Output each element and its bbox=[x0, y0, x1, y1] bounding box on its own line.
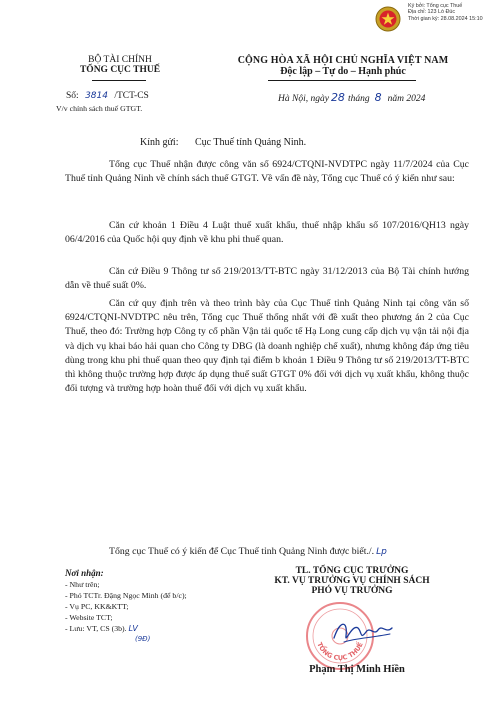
signature-title-3: PHÓ VỤ TRƯỞNG bbox=[311, 586, 393, 596]
national-motto: Độc lập – Tự do – Hạnh phúc bbox=[280, 66, 406, 77]
signature-address: Địa chỉ: 123 Lò Đúc bbox=[408, 9, 456, 16]
body-paragraph-5 bbox=[65, 545, 469, 559]
recipient-item-text: - Lưu: VT, CS (3b). bbox=[65, 624, 127, 633]
recipients-list bbox=[65, 579, 225, 634]
archive-count: (9Đ) bbox=[135, 635, 151, 643]
motto-underline bbox=[268, 80, 416, 81]
ministry-name: BỘ TÀI CHÍNH bbox=[88, 55, 152, 65]
body-paragraph-1: Tổng cục Thuế nhận được công văn số 6924/CTQNI-NVDTPC ngày 11/7/2024 của Cục Thuế tỉnh Quảng Ninh về chính sách thuế GTGT. Về vấn đề này, Tổng cục Thuế có ý kiến như sau: bbox=[65, 159, 469, 185]
body-paragraph-2: Căn cứ khoản 1 Điều 4 Luật thuế xuất khẩu, thuế nhập khẩu số 107/2016/QH13 ngày 06/4/2016 của Quốc hội quy định về khu phi thuế quan. bbox=[65, 220, 469, 246]
signature-signer: Ký bởi: Tổng cục Thuế bbox=[408, 3, 463, 9]
national-emblem-icon bbox=[375, 6, 401, 32]
closing-initials: Lp bbox=[376, 547, 387, 557]
recipient-item: - Vụ PC, KK&KTT; bbox=[65, 602, 129, 611]
signature-time: Thời gian ký: 28.08.2024 15:10 bbox=[408, 15, 483, 22]
body-paragraph-3: Căn cứ Điều 9 Thông tư số 219/2013/TT-BTC ngày 31/12/2013 của Bộ Tài chính hướng dẫn về thuế suất 0%. bbox=[65, 266, 469, 292]
recipients-title: Nơi nhận: bbox=[65, 568, 104, 578]
closing-sentence: Tổng cục Thuế có ý kiến để Cục Thuế tỉnh Quảng Ninh được biết./. bbox=[109, 546, 375, 557]
number-label: Số: bbox=[66, 91, 79, 101]
date-month: 8 bbox=[374, 91, 382, 104]
recipients-block bbox=[65, 568, 225, 645]
digital-signature-info bbox=[408, 3, 483, 22]
recipient-item: - Phó TCTr. Đặng Ngọc Minh (để b/c); bbox=[65, 591, 187, 600]
recipient-item: - Website TCT; bbox=[65, 613, 113, 622]
document-number bbox=[66, 91, 149, 101]
issue-date bbox=[278, 91, 425, 104]
handwritten-signature-icon bbox=[330, 614, 400, 650]
signature-title-1: TL. TỔNG CỤC TRƯỞNG bbox=[295, 566, 409, 576]
signature-block bbox=[252, 566, 452, 596]
recipient-item: - Như trên; bbox=[65, 580, 100, 589]
number-handwritten: 3814 bbox=[85, 91, 108, 101]
signer-name: Phạm Thị Minh Hiền bbox=[309, 664, 405, 675]
signature-title-2: KT. VỤ TRƯỞNG VỤ CHÍNH SÁCH bbox=[274, 576, 430, 586]
agency-name: TỔNG CỤC THUẾ bbox=[79, 65, 161, 75]
recipient-line bbox=[140, 137, 306, 148]
recipient-item bbox=[65, 623, 225, 634]
date-year: năm 2024 bbox=[387, 94, 426, 104]
agency-underline bbox=[92, 80, 146, 81]
date-month-label: tháng bbox=[347, 94, 370, 104]
recipient-name: Cục Thuế tỉnh Quảng Ninh. bbox=[194, 137, 307, 148]
date-day: 28 bbox=[330, 91, 345, 104]
body-paragraph-4: Căn cứ quy định trên và theo trình bày của Cục Thuế tỉnh Quảng Ninh tại công văn số 6924/CTQNI-NVDTPC nêu trên, Tổng cục Thuế thống nhất với đề xuất theo phương án 2 của Cục Thuế, theo đó: Trường hợp Công ty cổ phần Vận tải quốc tế Hạ Long cung cấp dịch vụ vận tải nội địa và dịch vụ khai báo hải quan cho Công ty DBG (là doanh nghiệp chế xuất), nhưng không đáp ứng tiêu dùng trong khu phi thuế quan theo quy định tại điểm b khoản 1 Điều 9 Thông tư số 219/2013/TT-BTC thì không thuộc trường hợp được áp dụng thuế suất GTGT 0% đối với dịch vụ xuất khẩu, không thuộc đối tượng và trường hợp hoàn thuế đối với dịch vụ xuất khẩu. bbox=[65, 298, 469, 395]
stamp-text: TỔNG CỤC THUẾ bbox=[315, 641, 365, 663]
issuing-agency-block bbox=[55, 55, 185, 75]
archive-initials: LV bbox=[128, 624, 138, 633]
date-prefix: Hà Nội, ngày bbox=[278, 94, 329, 104]
national-title-block bbox=[208, 55, 478, 77]
nation-title: CỘNG HÒA XÃ HỘI CHỦ NGHĨA VIỆT NAM bbox=[237, 55, 449, 66]
number-suffix: /TCT-CS bbox=[114, 91, 149, 101]
recipient-label: Kính gửi: bbox=[140, 137, 179, 148]
document-subject: V/v chính sách thuế GTGT. bbox=[56, 104, 143, 113]
